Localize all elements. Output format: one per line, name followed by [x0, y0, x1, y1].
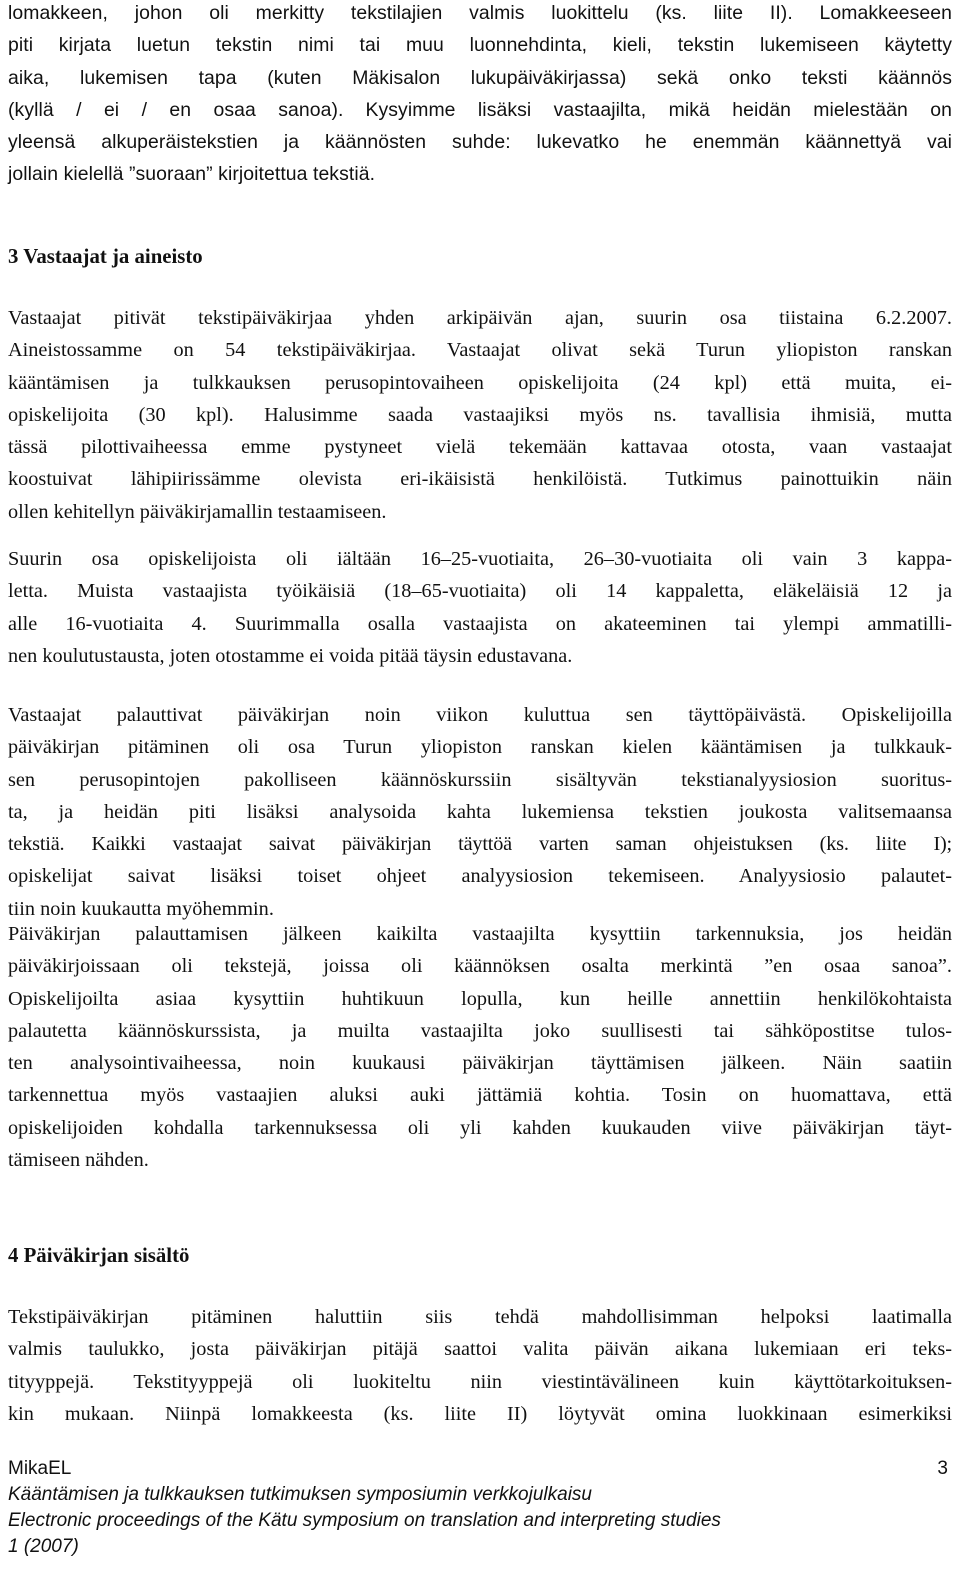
text-line: letta. Muista vastaajista työikäisiä (18–65-vuotiaita) oli 14 kappaletta, eläkeläisiä 12 ja	[8, 580, 952, 603]
footer-title-fi: Kääntämisen ja tulkkauksen tutkimuksen symposiumin verkkojulkaisu	[8, 1484, 592, 1505]
text-line: päiväkirjan pitäminen oli osa Turun yliopiston ranskan kielen kääntämisen ja tulkkauk-	[8, 736, 952, 759]
footer-journal: MikaEL	[8, 1458, 72, 1479]
text-line-mixed	[8, 94, 952, 126]
text-line: nen koulutustausta, joten otostamme ei voida pitää täysin edustavana.	[8, 644, 573, 667]
footer-issue: 1 (2007)	[8, 1536, 79, 1557]
text-line: Tekstipäiväkirjan pitäminen haluttiin siis tehdä mahdollisimman helpoksi laatimalla	[8, 1306, 952, 1328]
text-line: opiskelijoita (30 kpl). Halusimme saada vastaajiksi myös ns. tavallisia ihmisiä, mutta	[8, 403, 952, 426]
text-line: opiskelijoiden kohdalla tarkennuksessa oli yli kahden kuukauden viive päiväkirjan täyt-	[8, 1116, 952, 1139]
text-line: tekstiä. Kaikki vastaajat saivat päiväkirjan täyttöä varten saman ohjeistuksen (ks. liite I);	[8, 833, 952, 856]
text-line: koostuivat lähipiirissämme olevista eri-ikäisistä henkilöistä. Tutkimus painottuikin näin	[8, 468, 952, 491]
text-line: tityyppejä. Tekstityyppejä oli luokiteltu niin viestintävälineen kuin käyttötarkoituksen-	[8, 1370, 952, 1393]
section3-paragraph-1	[8, 302, 952, 528]
text-line: alle 16-vuotiaita 4. Suurimmalla osalla vastaajista on akateeminen tai ylempi ammatilli-	[8, 612, 952, 635]
intro-paragraph	[8, 0, 952, 191]
section3-paragraph-4	[8, 918, 952, 1176]
text-line: sen perusopintojen pakolliseen käännöskurssiin sisältyvän tekstianalyysiosion suoritus-	[8, 768, 952, 791]
text-line: Vastaajat palauttivat päiväkirjan noin viikon kuluttua sen täyttöpäivästä. Opiskelijoilla	[8, 704, 952, 726]
text-fragment: Kysyimme lisäksi vastaajilta, mikä heidän mielestään on	[365, 98, 952, 121]
section4-paragraph-1	[8, 1301, 952, 1430]
footer-title-en: Electronic proceedings of the Kätu symposium on translation and interpreting studies	[8, 1510, 721, 1531]
text-line: yleensä alkuperäistekstien ja käännösten suhde: lukevatko he enemmän käännettyä vai	[8, 131, 952, 154]
text-line: Opiskelijoilta asiaa kysyttiin huhtikuun lopulla, kun heille annettiin henkilökohtaista	[8, 987, 952, 1010]
text-line: ta, ja heidän piti lisäksi analysoida kahta lukemiensa tekstien joukosta valitsemaansa	[8, 800, 952, 823]
section-heading-4: 4 Päiväkirjan sisältö	[8, 1244, 190, 1267]
text-line: tiin noin kuukautta myöhemmin.	[8, 897, 274, 920]
text-line: ten analysointivaiheessa, noin kuukausi päiväkirjan täyttämisen jälkeen. Näin saatiin	[8, 1052, 952, 1075]
text-line: Suurin osa opiskelijoista oli iältään 16–25-vuotiaita, 26–30-vuotiaita oli vain 3 kappa-	[8, 548, 952, 570]
text-line: kin mukaan. Niinpä lomakkeesta (ks. liite II) löytyvät omina luokkinaan esimerkiksi	[8, 1402, 952, 1425]
text-line: tämiseen nähden.	[8, 1149, 149, 1172]
text-line: palautetta käännöskurssista, ja muilta vastaajilta joko suullisesti tai sähköpostitse tulos-	[8, 1019, 952, 1042]
text-line: tarkennettua myös vastaajien aluksi auki jättämiä kohtia. Tosin on huomattava, että	[8, 1084, 952, 1107]
text-line: aika, lukemisen tapa (kuten Mäkisalon lukupäiväkirjassa) sekä onko teksti käännös	[8, 66, 952, 89]
page-number: 3	[937, 1458, 948, 1479]
text-fragment: (kyllä / ei / en osaa sanoa).	[8, 98, 344, 121]
text-line: Päiväkirjan palauttamisen jälkeen kaikilta vastaajilta kysyttiin tarkennuksia, jos heidän	[8, 923, 952, 945]
text-line: tässä pilottivaiheessa emme pystyneet vielä tekemään kattavaa otosta, vaan vastaajat	[8, 436, 952, 459]
text-line: Vastaajat pitivät tekstipäiväkirjaa yhden arkipäivän ajan, suurin osa tiistaina 6.2.2007.	[8, 307, 952, 329]
text-line: opiskelijat saivat lisäksi toiset ohjeet analyysiosion tekemiseen. Analyysiosio palautet-	[8, 865, 952, 888]
text-line: jollain kielellä ”suoraan” kirjoitettua tekstiä.	[8, 163, 376, 186]
text-line: lomakkeen, johon oli merkitty tekstilajien valmis luokittelu (ks. liite II). Lomakkeeseen	[8, 2, 952, 24]
section-heading-3: 3 Vastaajat ja aineisto	[8, 245, 203, 268]
text-line: valmis taulukko, josta päiväkirjan pitäjä saattoi valita päivän aikana lukemiaan eri teks-	[8, 1338, 952, 1361]
text-line: ollen kehitellyn päiväkirjamallin testaamiseen.	[8, 500, 387, 523]
text-line: piti kirjata luetun tekstin nimi tai muu luonnehdinta, kieli, tekstin lukemiseen käytetty	[8, 34, 952, 57]
text-line: Aineistossamme on 54 tekstipäiväkirjaa. Vastaajat olivat sekä Turun yliopiston ranskan	[8, 339, 952, 362]
section3-paragraph-2	[8, 543, 952, 672]
page-footer	[8, 1456, 952, 1560]
text-line: päiväkirjoissaan oli tekstejä, joissa oli käännöksen osalta merkintä ”en osaa sanoa”.	[8, 955, 952, 978]
text-line: kääntämisen ja tulkkauksen perusopintovaiheen opiskelijoita (24 kpl) että muita, ei-	[8, 371, 952, 394]
section3-paragraph-3	[8, 699, 952, 925]
